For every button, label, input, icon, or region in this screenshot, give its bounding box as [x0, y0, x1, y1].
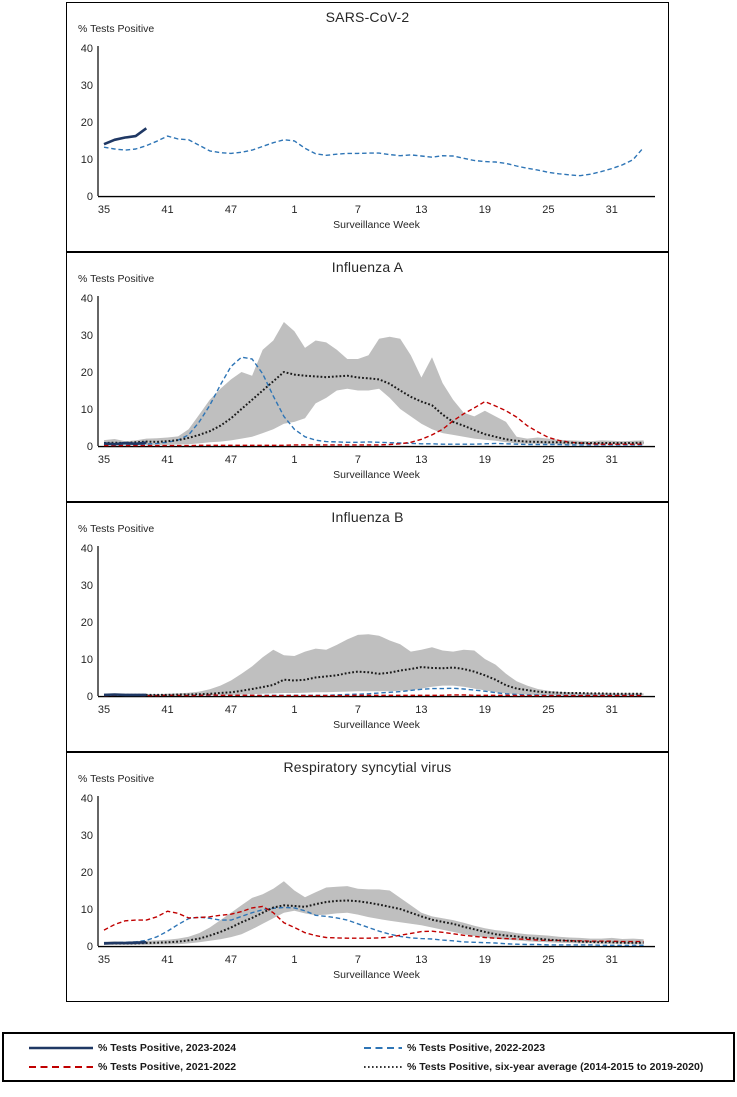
range-band [104, 634, 644, 695]
dotted-line-sample-icon [363, 1061, 403, 1073]
x-tick-label: 1 [291, 704, 297, 716]
x-tick-label: 35 [98, 954, 110, 966]
legend-item-2023-2024 [28, 1042, 363, 1054]
x-tick-label: 19 [479, 204, 491, 216]
x-tick-label: 31 [606, 204, 618, 216]
x-axis-title: Surveillance Week [333, 719, 421, 731]
y-tick-label: 0 [87, 691, 93, 703]
series-line [104, 128, 146, 144]
x-tick-label: 47 [225, 454, 237, 466]
x-tick-label: 25 [542, 204, 554, 216]
x-tick-label: 13 [415, 704, 427, 716]
y-tick-label: 0 [87, 441, 93, 453]
legend-label: % Tests Positive, six-year average (2014-2015 to 2019-2020) [407, 1061, 703, 1073]
legend-item-six-year-average [363, 1061, 731, 1073]
y-tick-label: 40 [81, 543, 93, 555]
legend-label: % Tests Positive, 2023-2024 [98, 1042, 236, 1054]
y-tick-label: 30 [81, 330, 93, 342]
chart-panel-influenza-a [66, 252, 669, 502]
y-tick-label: 10 [81, 904, 93, 916]
chart-title: Influenza A [67, 259, 668, 275]
y-tick-label: 30 [81, 580, 93, 592]
charts-stack [66, 2, 669, 1002]
x-tick-label: 31 [606, 954, 618, 966]
x-tick-label: 31 [606, 704, 618, 716]
y-axis-title: % Tests Positive [78, 773, 154, 785]
legend-item-2021-2022 [28, 1061, 363, 1073]
y-tick-label: 0 [87, 191, 93, 203]
x-tick-label: 19 [479, 954, 491, 966]
x-tick-label: 19 [479, 454, 491, 466]
y-tick-label: 10 [81, 154, 93, 166]
x-tick-label: 47 [225, 204, 237, 216]
x-tick-label: 41 [161, 204, 173, 216]
x-tick-label: 1 [291, 954, 297, 966]
x-tick-label: 47 [225, 704, 237, 716]
range-band [104, 881, 644, 945]
chart-panel-sars-cov-2 [66, 2, 669, 252]
legend-label: % Tests Positive, 2021-2022 [98, 1061, 236, 1073]
x-tick-label: 35 [98, 704, 110, 716]
x-axis-title: Surveillance Week [333, 969, 421, 981]
x-tick-label: 1 [291, 454, 297, 466]
y-tick-label: 20 [81, 617, 93, 629]
plot-rsv [67, 753, 667, 1001]
chart-panel-rsv [66, 752, 669, 1002]
x-tick-label: 13 [415, 204, 427, 216]
chart-title: SARS-CoV-2 [67, 9, 668, 25]
solid-line-sample-icon [28, 1042, 94, 1054]
x-tick-label: 25 [542, 954, 554, 966]
x-tick-label: 7 [355, 204, 361, 216]
legend-label: % Tests Positive, 2022-2023 [407, 1042, 545, 1054]
legend-item-2022-2023 [363, 1042, 731, 1054]
dashed-line-sample-icon [363, 1042, 403, 1054]
x-axis-title: Surveillance Week [333, 219, 421, 231]
x-tick-label: 35 [98, 204, 110, 216]
y-axis-title: % Tests Positive [78, 523, 154, 535]
y-tick-label: 20 [81, 117, 93, 129]
x-tick-label: 41 [161, 704, 173, 716]
x-tick-label: 7 [355, 954, 361, 966]
chart-title: Influenza B [67, 509, 668, 525]
plot-sars-cov-2 [67, 3, 667, 251]
y-tick-label: 30 [81, 80, 93, 92]
series-line [104, 942, 146, 943]
y-tick-label: 40 [81, 43, 93, 55]
x-tick-label: 7 [355, 454, 361, 466]
y-axis-title: % Tests Positive [78, 273, 154, 285]
y-axis-title: % Tests Positive [78, 23, 154, 35]
dashed-line-sample-icon [28, 1061, 94, 1073]
series-line [104, 443, 146, 445]
x-axis-title: Surveillance Week [333, 469, 421, 481]
series-line [104, 136, 644, 176]
chart-title: Respiratory syncytial virus [67, 759, 668, 775]
x-tick-label: 47 [225, 954, 237, 966]
y-tick-label: 20 [81, 867, 93, 879]
y-tick-label: 10 [81, 404, 93, 416]
range-band [104, 322, 644, 445]
y-tick-label: 0 [87, 941, 93, 953]
y-tick-label: 20 [81, 367, 93, 379]
x-tick-label: 41 [161, 954, 173, 966]
plot-influenza-b [67, 503, 667, 751]
x-tick-label: 35 [98, 454, 110, 466]
y-tick-label: 40 [81, 793, 93, 805]
x-tick-label: 1 [291, 204, 297, 216]
y-tick-label: 30 [81, 830, 93, 842]
y-tick-label: 10 [81, 654, 93, 666]
x-tick-label: 7 [355, 704, 361, 716]
x-tick-label: 19 [479, 704, 491, 716]
y-tick-label: 40 [81, 293, 93, 305]
x-tick-label: 31 [606, 454, 618, 466]
x-tick-label: 13 [415, 954, 427, 966]
x-tick-label: 13 [415, 454, 427, 466]
x-tick-label: 25 [542, 704, 554, 716]
chart-legend [2, 1032, 735, 1082]
x-tick-label: 41 [161, 454, 173, 466]
chart-panel-influenza-b [66, 502, 669, 752]
plot-influenza-a [67, 253, 667, 501]
x-tick-label: 25 [542, 454, 554, 466]
